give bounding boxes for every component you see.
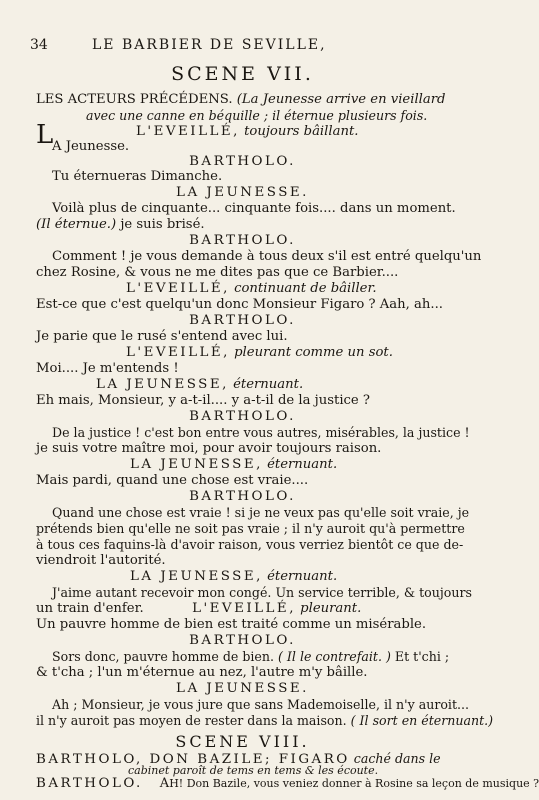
dialogue-line: Eh mais, Monsieur, y a-t-il.... y a-t-il de la justice ? (36, 393, 370, 408)
stage-direction: ( Il sort en éternuant.) (350, 713, 494, 728)
dialogue-line: Mais pardi, quand une chose est vraie.... (36, 473, 309, 488)
stage-direction: (Il éternue.) (36, 217, 117, 232)
dialogue-line: Moi.... Je m'entends ! (36, 361, 179, 376)
dialogue-line: (Il éternue.) je suis brisé. (36, 217, 205, 232)
scene-7-title: SCENE VII. (171, 63, 314, 85)
speaker-name: LA JEUNESSE. (176, 185, 309, 200)
speaker-direction: toujours bâillant. (244, 124, 359, 139)
dialogue-line: Est-ce que c'est quelqu'un donc Monsieur Figaro ? Aah, ah... (36, 297, 443, 312)
speaker-name: L'EVEILLÉ, (126, 345, 230, 360)
speaker-name: BARTHOLO. (189, 313, 296, 328)
dialogue-line: je suis votre maître moi, pour avoir toujours raison. (36, 441, 382, 456)
dialogue-line: J'aime autant recevoir mon congé. Un service terrible, & toujours (52, 585, 472, 600)
speaker-name: BARTHOLO. (189, 633, 296, 648)
stage-direction-continued: avec une canne en béquille ; il éternue plusieurs fois. (86, 108, 428, 123)
dialogue-line: Sors donc, pauvre homme de bien. ( Il le contrefait. ) Et t'chi ; (52, 649, 450, 664)
scene-8-title: SCENE VIII. (175, 732, 310, 751)
dialogue-line: prétends bien qu'elle ne soit pas vraie ; il n'y auroit qu'à permettre (36, 521, 465, 536)
speaker-name: LA JEUNESSE, (130, 457, 263, 472)
speaker-name: BARTHOLO. (36, 776, 143, 791)
speaker-direction: pleurant comme un sot. (234, 345, 393, 360)
speaker-name: BARTHOLO. (189, 233, 296, 248)
drop-cap-l: L (36, 120, 54, 150)
cast-text: LES ACTEURS PRÉCÉDENS. (36, 92, 233, 107)
speaker-direction: éternuant. (267, 569, 338, 584)
speaker-name: BARTHOLO. (189, 489, 296, 504)
dialogue-line: Un pauvre homme de bien est traité comme un misérable. (36, 617, 427, 632)
dialogue-line: Quand une chose est vraie ! si je ne veux pas qu'elle soit vraie, je (52, 505, 470, 520)
speaker-name: L'EVEILLÉ, (192, 601, 296, 616)
dialogue-line: musique ? (482, 777, 539, 790)
cast-names: BARTHOLO, DON BAZILE; FIGARO (36, 752, 350, 767)
dialogue-line: il n'y auroit pas moyen de rester dans la maison. ( Il sort en éternuant.) (36, 713, 494, 728)
speaker-name: L'EVEILLÉ, (136, 124, 240, 139)
speaker-line (96, 377, 303, 393)
speaker-direction: éternuant. (233, 377, 304, 392)
stage-direction-continued: cabinet paroît de tems en tems & les écoute. (128, 764, 379, 777)
speaker-name: LA JEUNESSE, (130, 569, 263, 584)
stage-direction: caché dans le (353, 751, 441, 766)
stage-direction: ( Il le contrefait. ) (278, 649, 391, 664)
dialogue-line: Je parie que le rusé s'entend avec lui. (36, 329, 288, 344)
speaker-line (130, 569, 337, 585)
scene-7-cast (36, 92, 446, 108)
dialogue-line: à tous ces faquins-là d'avoir raison, vous verriez bientôt ce que de- (36, 537, 464, 552)
dialogue-line: Tu éternueras Dimanche. (52, 169, 223, 184)
dialogue-line: H! Don Bazile, vous veniez donner à Rosine sa leçon de (169, 777, 479, 790)
speaker-line (126, 281, 377, 297)
speaker-name: BARTHOLO. (189, 409, 296, 424)
page-number: 34 (30, 37, 48, 53)
speaker-name: BARTHOLO. (189, 154, 296, 169)
dialogue-line: viendroit l'autorité. (36, 553, 166, 568)
speaker-line (136, 124, 358, 140)
dialogue-line: & t'cha ; l'un m'éternue au nez, l'autre m'y bâille. (36, 665, 368, 680)
stage-direction: (La Jeunesse arrive en vieillard (236, 92, 446, 107)
page-header (30, 36, 450, 54)
dialogue-line: Comment ! je vous demande à tous deux s'il est entré quelqu'un (52, 249, 482, 264)
speaker-direction: continuant de bâiller. (234, 281, 377, 296)
speaker-direction: pleurant. (300, 601, 362, 616)
speaker-line (130, 457, 337, 473)
dialogue-line: un train d'enfer. L'EVEILLÉ, pleurant. (36, 601, 362, 616)
speaker-name: LA JEUNESSE. (176, 681, 309, 696)
drop-cap-a: A (159, 776, 170, 791)
dialogue-line: A Jeunesse. (52, 139, 130, 154)
dialogue-line: De la justice ! c'est bon entre vous autres, misérables, la justice ! (52, 425, 470, 440)
speaker-line (126, 345, 393, 361)
dialogue-line: Voilà plus de cinquante... cinquante fois.... dans un moment. (52, 201, 456, 216)
dialogue-line: Ah ; Monsieur, je vous jure que sans Mademoiselle, il n'y auroit... (52, 697, 470, 712)
running-title: LE BARBIER DE SEVILLE, (92, 37, 327, 53)
scene-8-opening (36, 778, 539, 789)
speaker-direction: éternuant. (267, 457, 338, 472)
speaker-name: LA JEUNESSE, (96, 377, 229, 392)
dialogue-line: chez Rosine, & vous ne me dites pas que ce Barbier.... (36, 265, 399, 280)
speaker-name: L'EVEILLÉ, (126, 281, 230, 296)
